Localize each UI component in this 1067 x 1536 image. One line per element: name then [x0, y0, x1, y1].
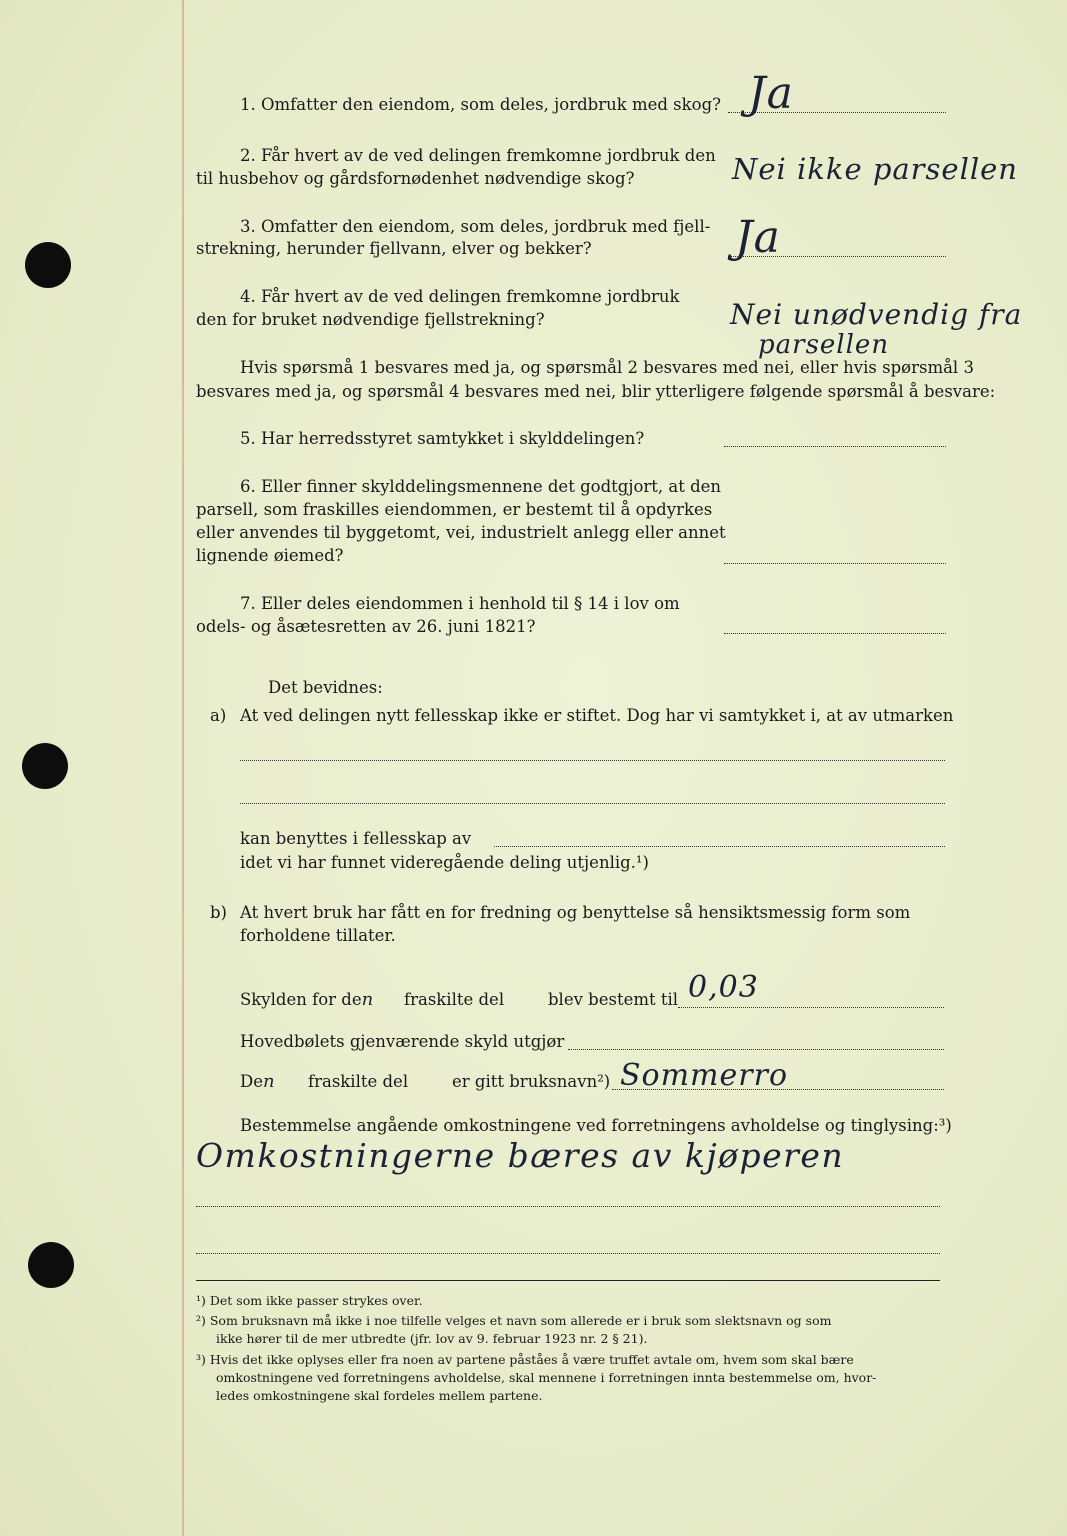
costs-blank-line-1 — [196, 1206, 940, 1207]
skyld-value-line — [678, 1007, 944, 1008]
question-6-line-1: 6. Eller finner skylddelingsmennene det godtgjort, at den — [240, 477, 722, 496]
certification-heading: Det bevidnes: — [268, 678, 383, 697]
question-4-line-1: 4. Får hvert av de ved delingen fremkomne jordbruk — [240, 287, 680, 306]
farm-name-value: Sommerro — [620, 1058, 789, 1093]
skyld-label-a: Skylden for den — [240, 989, 375, 1010]
blank-line-a1 — [240, 760, 945, 761]
skyld-label-c: blev bestemt til — [548, 990, 679, 1009]
question-7-line-2: odels- og åsætesretten av 26. juni 1821? — [196, 617, 536, 636]
certification-a-found: idet vi har funnet videregående deling utjenlig.¹) — [240, 853, 649, 872]
answer-1: Ja — [748, 68, 794, 119]
conditional-intro-line-1: Hvis spørsmå 1 besvares med ja, og spørsmål 2 besvares med nei, eller hvis spørsmål 3 — [240, 358, 974, 377]
footnote-separator — [196, 1280, 940, 1281]
punch-hole-middle — [22, 743, 68, 789]
answer-4-line-1: Nei unødvendig fra — [730, 298, 1023, 331]
conditional-intro-line-2: besvares med ja, og spørsmål 4 besvares med nei, blir ytterligere følgende spørsmål å besvare: — [196, 382, 996, 401]
certification-b-line-1: At hvert bruk har fått en for fredning og benyttelse så hensiktsmessig form som — [240, 903, 911, 922]
name-label-b: fraskilte del — [308, 1072, 409, 1091]
footnote-2-line-2: ikke hører til de mer utbredte (jfr. lov av 9. februar 1923 nr. 2 § 21). — [216, 1331, 648, 1346]
answer-line-5 — [724, 446, 946, 447]
question-1: 1. Omfatter den eiendom, som deles, jordbruk med skog? — [240, 95, 721, 114]
question-2-line-2: til husbehov og gårdsfornødenhet nødvendige skog? — [196, 169, 635, 188]
costs-label: Bestemmelse angående omkostningene ved forretningens avholdelse og tinglysing:³) — [240, 1116, 952, 1135]
name-label-a-handwritten: n — [263, 1071, 276, 1092]
footnote-1: ¹) Det som ikke passer strykes over. — [196, 1293, 423, 1308]
skyld-label-a-handwritten: n — [361, 989, 375, 1010]
question-3-line-2: strekning, herunder fjellvann, elver og bekker? — [196, 239, 592, 258]
certification-b-label: b) — [210, 903, 227, 922]
answer-line-7 — [724, 633, 946, 634]
punch-hole-bottom — [28, 1242, 74, 1288]
certification-a-text: At ved delingen nytt fellesskap ikke er stiftet. Dog har vi samtykket i, at av utmarken — [240, 706, 954, 725]
blank-line-used — [494, 846, 945, 847]
question-2-line-1: 2. Får hvert av de ved delingen fremkomne jordbruk den — [240, 146, 716, 165]
main-skyld-line — [568, 1049, 944, 1050]
question-6-line-2: parsell, som fraskilles eiendommen, er bestemt til å opdyrkes — [196, 500, 713, 519]
answer-2: Nei ikke parsellen — [732, 152, 1018, 186]
question-5: 5. Har herredsstyret samtykket i skylddelingen? — [240, 429, 645, 448]
question-6-line-3: eller anvendes til byggetomt, vei, industrielt anlegg eller annet — [196, 523, 726, 542]
question-6-line-4: lignende øiemed? — [196, 546, 344, 565]
costs-value: Omkostningerne bæres av kjøperen — [196, 1136, 845, 1175]
certification-b-line-2: forholdene tillater. — [240, 926, 396, 945]
name-label-a: Den — [240, 1071, 276, 1092]
certification-a-label: a) — [210, 706, 227, 725]
margin-line — [182, 0, 184, 1536]
answer-line-6 — [724, 563, 946, 564]
footnote-3-line-2: omkostningene ved forretningens avholdelse, skal mennene i forretningen innta bestemmelse om, hvor- — [216, 1370, 877, 1385]
answer-4-line-2: parsellen — [758, 330, 890, 360]
answer-3: Ja — [735, 212, 781, 263]
skyld-label-b: fraskilte del — [404, 990, 505, 1009]
footnote-3-line-1: ³) Hvis det ikke oplyses eller fra noen av partene påståes å være truffet avtale om, hvem som skal bære — [196, 1352, 854, 1367]
punch-hole-top — [25, 242, 71, 288]
question-7-line-1: 7. Eller deles eiendommen i henhold til § 14 i lov om — [240, 594, 680, 613]
name-label-c: er gitt bruksnavn²) — [452, 1072, 611, 1091]
main-skyld-label: Hovedbølets gjenværende skyld utgjør — [240, 1032, 565, 1051]
question-4-line-2: den for bruket nødvendige fjellstrekning? — [196, 310, 545, 329]
blank-line-a2 — [240, 803, 945, 804]
costs-blank-line-2 — [196, 1253, 940, 1254]
question-3-line-1: 3. Omfatter den eiendom, som deles, jordbruk med fjell- — [240, 217, 711, 236]
certification-a-used: kan benyttes i fellesskap av — [240, 829, 472, 848]
footnote-2-line-1: ²) Som bruksnavn må ikke i noe tilfelle velges et navn som allerede er i bruk som slektsnavn og som — [196, 1313, 832, 1328]
skyld-value: 0,03 — [688, 970, 759, 1005]
footnote-3-line-3: ledes omkostningene skal fordeles mellem partene. — [216, 1388, 543, 1403]
